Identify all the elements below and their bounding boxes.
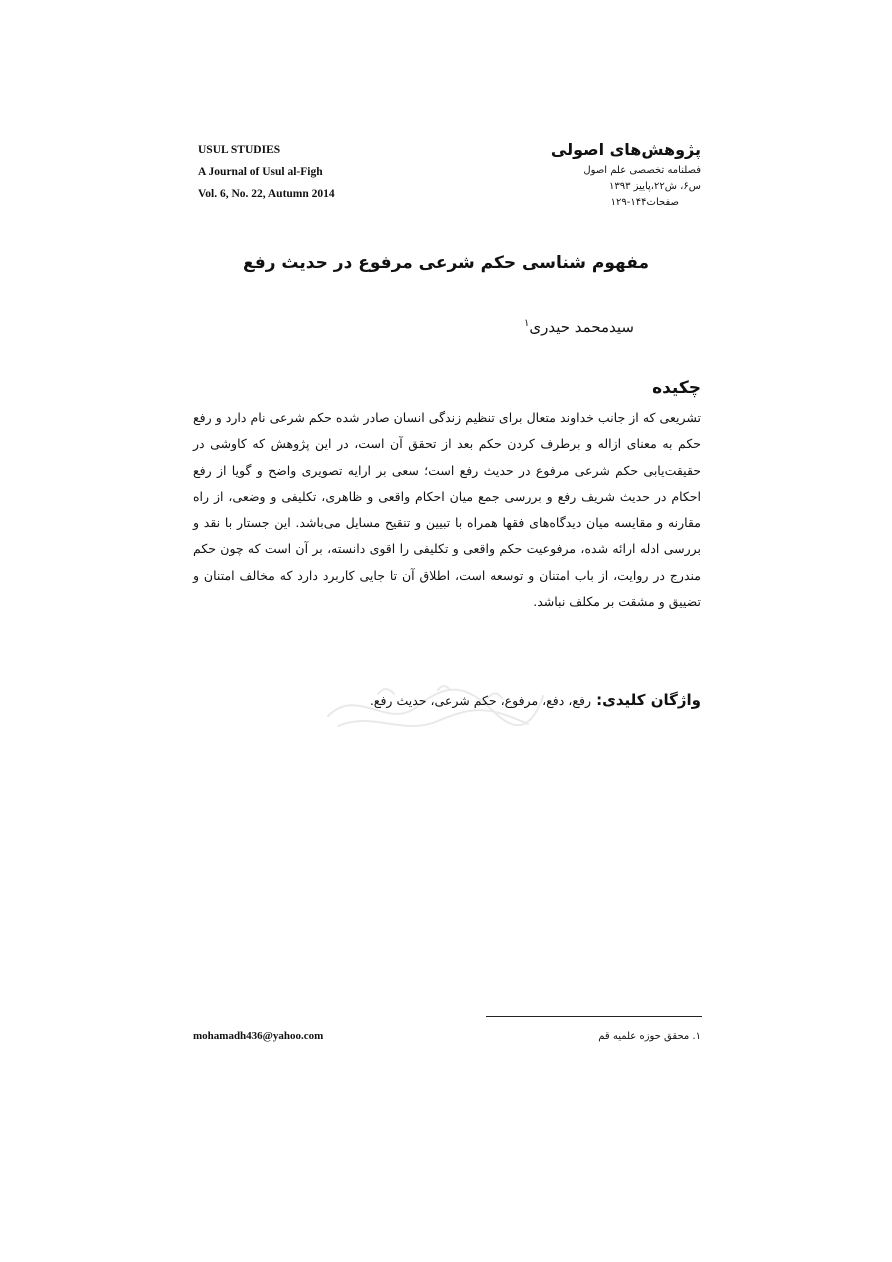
keywords-list: رفع، دفع، مرفوع، حکم شرعی، حدیث رفع.: [369, 693, 592, 708]
journal-header-english: [198, 139, 458, 205]
journal-name-fa: پژوهش‌های اصولی: [550, 140, 701, 159]
keywords-label: واژگان کلیدی:: [596, 691, 701, 709]
journal-header-persian: [441, 137, 701, 211]
article-title: مفهوم شناسی حکم شرعی مرفوع در حدیث رفع: [242, 253, 650, 273]
keywords-line: [370, 690, 701, 709]
journal-subtitle-en: A Journal of Usul al-Figh: [198, 166, 323, 178]
journal-subtitle-fa: فصلنامه تخصصی علم اصول: [583, 165, 701, 176]
abstract-body: تشریعی که از جانب خداوند متعال برای تنظیم زندگی انسان صادر شده حکم شرعی نام دارد و رفع حکم به معنای ازاله و برطرف کردن حکم بعد از تحقق آن است، در این پژوهش که کاوشی در حقیقت‌یابی حکم شرعی مرفوع در حدیث رفع است؛ سعی بر ارایه تصویری واضح و گویا از رفع احکام در حدیث شریف رفع و بررسی جمع میان احکام واقعی و ظاهری، تکلیفی و وضعی، از راه مقارنه و مقایسه میان دیدگاه‌های فقها همراه با تبیین و تنقیح مسایل می‌باشد. این جستار با نقد و بررسی ادله ارائه شده، مرفوعیت حکم واقعی و تکلیفی را اقوی دانسته، بر آن است که چون حکم مندرج در روایت، از باب امتنان و توسعه است، اطلاق آن تا جایی کاربرد دارد که مخالف امتنان و تضییق و مشقت بر مکلف نباشد.: [193, 410, 701, 610]
journal-name-en: USUL STUDIES: [198, 144, 281, 156]
footnote-separator: [486, 1016, 702, 1017]
author-footnote-mark: ۱: [523, 318, 530, 329]
author-line: [524, 318, 634, 336]
volume-info-en: Vol. 6, No. 22, Autumn 2014: [198, 188, 335, 200]
page-range-fa: صفحات۱۴۴-۱۲۹: [610, 197, 679, 208]
author-name: سیدمحمد حیدری: [529, 318, 634, 336]
issue-info-fa: س۶، ش۲۲،پاییز ۱۳۹۳: [608, 181, 701, 192]
abstract-heading: چکیده: [652, 378, 701, 398]
author-email: mohamadh436@yahoo.com: [193, 1030, 324, 1042]
footnote-affiliation: ۱. محقق حوزه علمیه قم: [598, 1031, 701, 1042]
